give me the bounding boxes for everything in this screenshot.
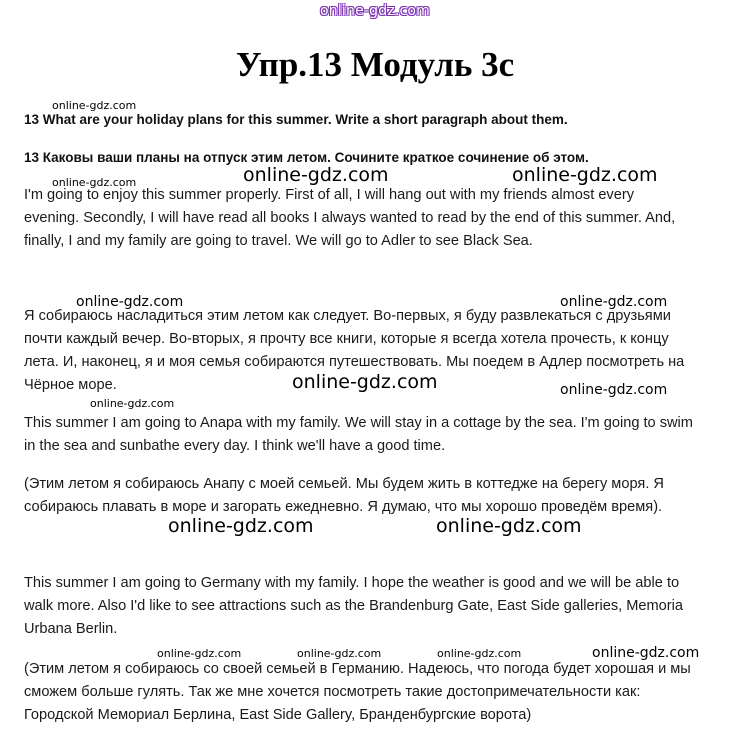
paragraph-line: Я собираюсь насладиться этим летом как следует. Во-первых, я буду развлекаться с друзьями <box>24 308 671 324</box>
watermark: online-gdz.com <box>157 647 242 660</box>
page-title: Упр.13 Модуль 3с <box>235 45 515 84</box>
paragraph-line: This summer I am going to Germany with my family. I hope the weather is good and we will be able to <box>24 575 680 591</box>
question-english: 13 What are your holiday plans for this summer. Write a short paragraph about them. <box>24 112 568 127</box>
question-russian: 13 Каковы ваши планы на отпуск этим летом. Сочините краткое сочинение об этом. <box>24 150 589 165</box>
paragraph-3-english <box>24 572 720 641</box>
watermark: online-gdz.com <box>437 647 522 660</box>
watermark: online-gdz.com <box>52 99 137 112</box>
paragraph-line: Городской Мемориал Берлина, East Side Gallery, Бранденбургские ворота) <box>24 707 532 723</box>
watermark: online-gdz.com <box>90 397 175 410</box>
watermark: online-gdz.com <box>512 164 658 186</box>
paragraph-line: сможем больше гулять. Так же мне хочется посмотреть такие достопримечательности как: <box>24 684 641 700</box>
paragraph-line: почти каждый вечер. Во-вторых, я прочту все книги, которые я всегда хотела прочесть, к концу <box>24 331 669 347</box>
site-link[interactable]: online-gdz.com <box>319 3 431 19</box>
watermark: online-gdz.com <box>76 294 184 310</box>
paragraph-2-english <box>24 412 720 458</box>
paragraph-line: Urbana Berlin. <box>24 621 118 637</box>
paragraph-line: walk more. Also I'd like to see attractions such as the Brandenburg Gate, East Side galleries, Memoria <box>24 598 684 614</box>
paragraph-line: in the sea and sunbathe every day. I think we'll have a good time. <box>24 438 446 454</box>
watermark: online-gdz.com <box>436 515 582 537</box>
paragraph-1-english <box>24 184 720 253</box>
paragraph-line: evening. Secondly, I will have read all books I always wanted to read by the end of this summer. And, <box>24 210 676 226</box>
watermark: online-gdz.com <box>560 382 668 398</box>
paragraph-2-russian <box>24 473 720 519</box>
paragraph-line: собираюсь плавать в море и загорать ежедневно. Я думаю, что мы хорошо проведём время). <box>24 499 663 515</box>
watermark: online-gdz.com <box>560 294 668 310</box>
paragraph-line: Чёрное море. <box>24 377 117 393</box>
watermark: online-gdz.com <box>243 164 389 186</box>
paragraph-line: finally, I and my family are going to travel. We will go to Adler to see Black Sea. <box>24 233 533 249</box>
watermark: online-gdz.com <box>292 371 438 393</box>
watermark: online-gdz.com <box>592 645 700 661</box>
watermark: online-gdz.com <box>52 176 137 189</box>
paragraph-line: (Этим летом я собираюсь со своей семьей в Германию. Надеюсь, что погода будет хорошая и мы <box>24 661 691 677</box>
paragraph-3-russian <box>24 658 720 727</box>
paragraph-line: лета. И, наконец, я и моя семья собираются путешествовать. Мы поедем в Адлер посмотреть на <box>24 354 685 370</box>
watermark: online-gdz.com <box>168 515 314 537</box>
watermark: online-gdz.com <box>297 647 382 660</box>
paragraph-line: (Этим летом я собираюсь Анапу с моей семьей. Мы будем жить в коттедже на берегу моря. Я <box>24 476 664 492</box>
paragraph-line: This summer I am going to Anapa with my family. We will stay in a cottage by the sea. I'm going to swim <box>24 415 693 431</box>
paragraph-line: I'm going to enjoy this summer properly. First of all, I will hang out with my friends almost every <box>24 187 635 203</box>
